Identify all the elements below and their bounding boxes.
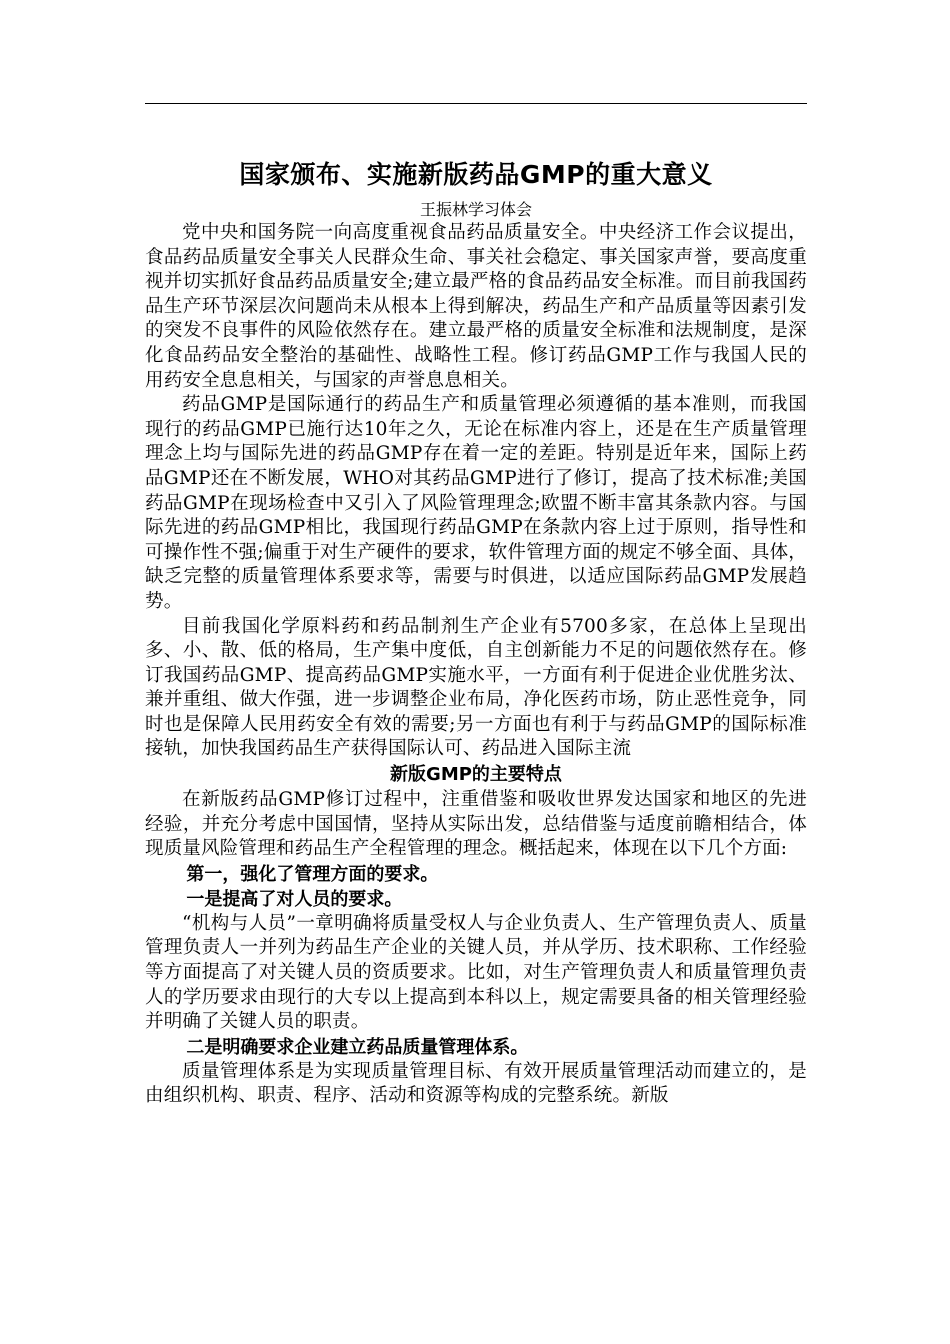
- subpoint-heading: 一是提高了对人员的要求。: [186, 888, 403, 910]
- section-intro: 在新版药品GMP修订过程中，注重借鉴和吸收世界发达国家和地区的先进经验，并充分考虑中国国情，坚持从实际出发，总结借鉴与适度前瞻相结合，体现质量风险管理和药品生产全程管理的理念。概括起来，体现在以下几个方面:: [145, 789, 807, 860]
- subpoint-heading: 二是明确要求企业建立药品质量管理体系。: [186, 1036, 529, 1058]
- header-rule: [145, 103, 807, 104]
- paragraph: 药品GMP是国际通行的药品生产和质量管理必须遵循的基本准则，而我国现行的药品GMP已施行达10年之久，无论在标准内容上，还是在生产质量管理理念上均与国际先进的药品GMP存在着一定的差距。特别是近年来，国际上药品GMP还在不断发展，WHO对其药品GMP进行了修订，提高了技术标准;美国药品GMP在现场检查中又引入了风险管理理念;欧盟不断丰富其条款内容。与国际先进的药品GMP相比，我国现行药品GMP在条款内容上过于原则，指导性和可操作性不强;偏重于对生产硬件的要求，软件管理方面的规定不够全面、具体，缺乏完整的质量管理体系要求等，需要与时俱进，以适应国际药品GMP发展趋势。: [145, 394, 807, 612]
- subpoint-text: 质量管理体系是为实现质量管理目标、有效开展质量管理活动而建立的，是由组织机构、职责、程序、活动和资源等构成的完整系统。新版: [145, 1060, 807, 1107]
- paragraph: 目前我国化学原料药和药品制剂生产企业有5700多家，在总体上呈现出多、小、散、低的格局，生产集中度低，自主创新能力不足的问题依然存在。修订我国药品GMP、提高药品GMP实施水平，一方面有利于促进企业优胜劣汰、兼并重组、做大作强，进一步调整企业布局，净化医药市场，防止恶性竞争，同时也是保障人民用药安全有效的需要;另一方面也有利于与药品GMP的国际标准接轨，加快我国药品生产获得国际认可、药品进入国际主流: [145, 615, 807, 760]
- document-author: 王振林学习体会: [419, 200, 532, 219]
- subpoint-text: “机构与人员”一章明确将质量受权人与企业负责人、生产管理负责人、质量管理负责人一并列为药品生产企业的关键人员，并从学历、技术职称、工作经验等方面提高了对关键人员的资质要求。比如，对生产管理负责人和质量管理负责人的学历要求由现行的大专以上提高到本科以上，规定需要具备的相关管理经验并明确了关键人员的职责。: [145, 912, 807, 1033]
- document-body: [145, 155, 807, 1109]
- document-title: 国家颁布、实施新版药品GMP的重大意义: [239, 160, 713, 189]
- paragraph: 党中央和国务院一向高度重视食品药品质量安全。中央经济工作会议提出，食品药品质量安全事关人民群众生命、事关社会稳定、事关国家声誉，要高度重视并切实抓好食品药品质量安全;建立最严格的食品药品安全标准。而目前我国药品生产环节深层次问题尚未从根本上得到解决，药品生产和产品质量等因素引发的突发不良事件的风险依然存在。建立最严格的质量安全标准和法规制度，是深化食品药品安全整治的基础性、战略性工程。修订药品GMP工作与我国人民的用药安全息息相关，与国家的声誉息息相关。: [145, 222, 807, 391]
- section-heading: 新版GMP的主要特点: [390, 764, 562, 786]
- point-heading: 第一，强化了管理方面的要求。: [186, 863, 439, 885]
